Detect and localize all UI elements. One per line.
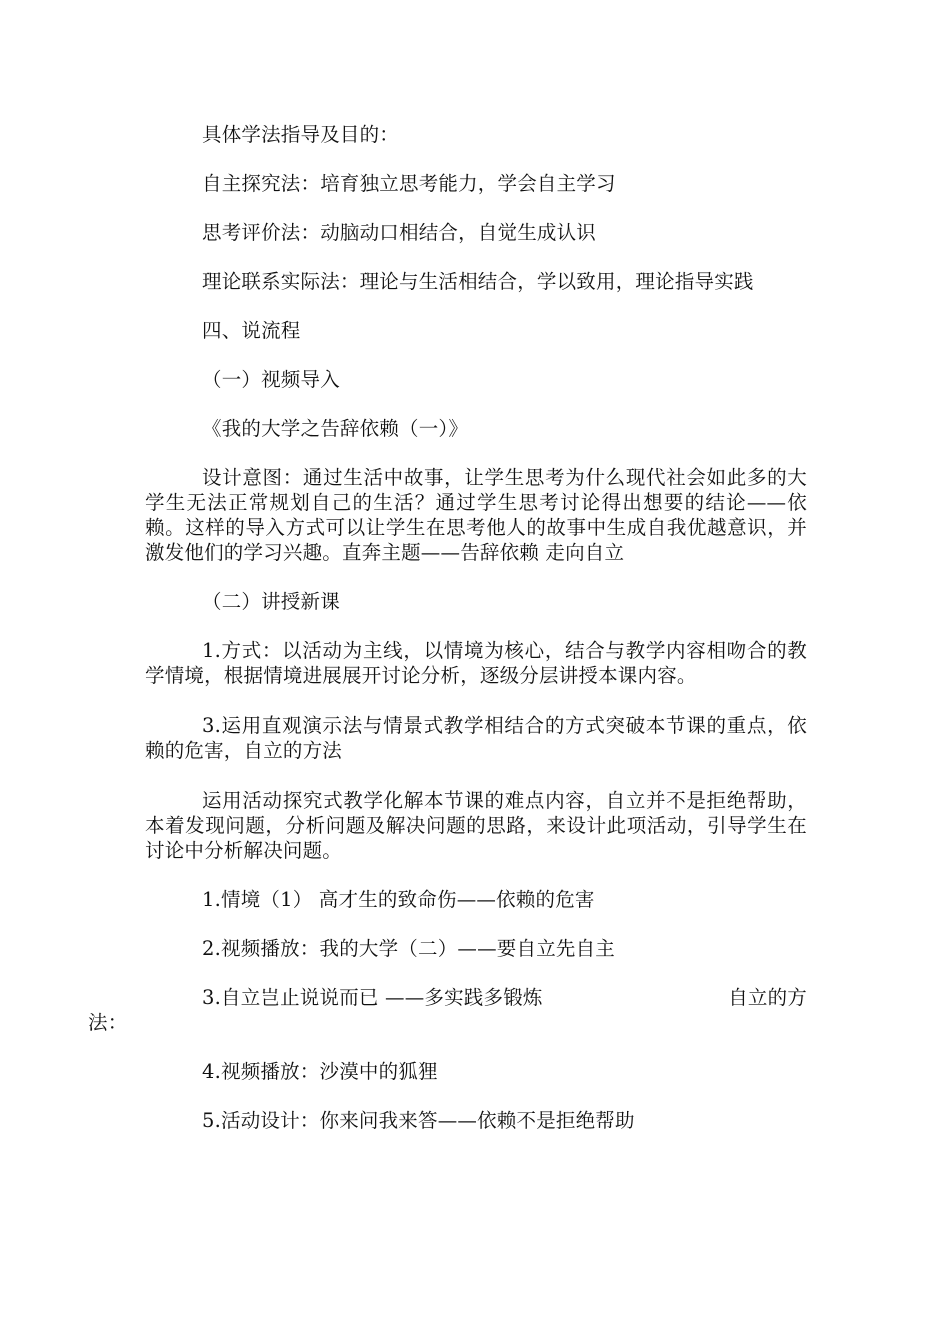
list-item-situation-1: 1.情境（1） 高才生的致命伤——依赖的危害 (202, 888, 595, 911)
list-item-video-4: 4.视频播放：沙漠中的狐狸 (202, 1060, 438, 1083)
list-item-self-reliance-3 (88, 985, 807, 1035)
subheading-video-intro: （一）视频导入 (202, 368, 340, 391)
section-heading-process: 四、说流程 (202, 319, 301, 342)
list-item-self-reliance-line (145, 985, 807, 1010)
subheading-new-lesson: （二）讲授新课 (202, 590, 340, 613)
paragraph-video-title: 《我的大学之告辞依赖（一）》 (202, 417, 469, 440)
paragraph-self-exploration: 自主探究法：培育独立思考能力，学会自主学习 (202, 172, 616, 195)
paragraph-study-methods-heading: 具体学法指导及目的： (202, 123, 400, 146)
paragraph-design-intent: 设计意图：通过生活中故事，让学生思考为什么现代社会如此多的大学生无法正常规划自己的生活？通过学生思考讨论得出想要的结论——依赖。这样的导入方式可以让学生在思考他人的故事中生成自我优越意识，并激发他们的学习兴趣。直奔主题——告辞依赖 走向自立 (145, 466, 807, 564)
list-item-self-reliance-text: 3.自立岂止说说而已 ——多实践多锻炼 (202, 986, 543, 1009)
paragraph-demonstration: 3.运用直观演示法与情景式教学相结合的方式突破本节课的重点，依赖的危害，自立的方法 (145, 714, 807, 762)
document-body (88, 122, 807, 1133)
paragraph-activity-exploration: 运用活动探究式教学化解本节课的难点内容，自立并不是拒绝帮助，本着发现问题，分析问题及解决问题的思路，来设计此项活动，引导学生在讨论中分析解决问题。 (145, 789, 807, 862)
paragraph-reflection-evaluation: 思考评价法：动脑动口相结合，自觉生成认识 (202, 221, 597, 244)
list-item-video-2: 2.视频播放：我的大学（二）——要自立先自主 (202, 937, 616, 960)
list-item-self-reliance-right-text: 自立的方 (728, 986, 807, 1009)
paragraph-theory-practice: 理论联系实际法：理论与生活相结合，学以致用，理论指导实践 (202, 270, 754, 293)
list-item-activity-5: 5.活动设计：你来问我来答——依赖不是拒绝帮助 (202, 1109, 635, 1132)
paragraph-teaching-method: 1.方式：以活动为主线，以情境为核心，结合与教学内容相吻合的教学情境，根据情境进展展开讨论分析，逐级分层讲授本课内容。 (145, 639, 807, 687)
list-item-self-reliance-tail: 法： (88, 1011, 128, 1034)
